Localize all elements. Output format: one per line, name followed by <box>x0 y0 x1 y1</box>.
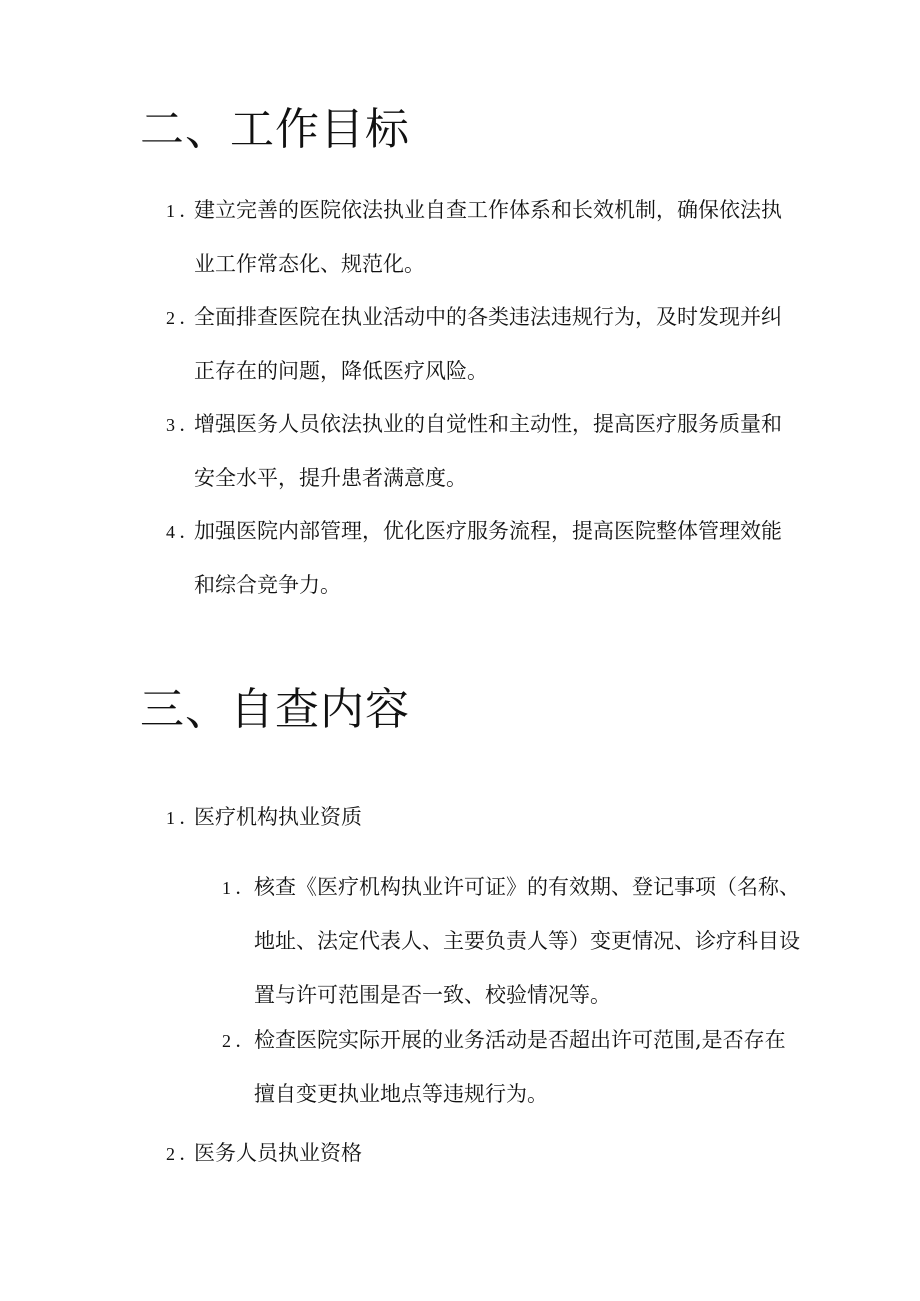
item-number: 2 . <box>166 1141 185 1165</box>
item-text: 医疗机构执业资质 <box>194 805 362 829</box>
item-text: 全面排查医院在执业活动中的各类违法违规行为，及时发现并纠正存在的问题，降低医疗风险。 <box>194 305 782 383</box>
goal-item <box>166 290 790 398</box>
item-text: 建立完善的医院依法执业自查工作体系和长效机制，确保依法执业工作常态化、规范化。 <box>194 198 782 276</box>
subitem-number: 1 . <box>222 875 241 899</box>
item-number: 2 . <box>166 305 185 329</box>
item-number: 4 . <box>166 519 185 543</box>
item-text: 加强医院内部管理，优化医疗服务流程，提高医院整体管理效能和综合竞争力。 <box>194 519 782 597</box>
item-number: 1 . <box>166 805 185 829</box>
section-heading-goals: 二、工作目标 <box>140 104 410 155</box>
subitem-text: 检查医院实际开展的业务活动是否超出许可范围,是否存在擅自变更执业地点等违规行为。 <box>254 1028 786 1106</box>
subitem-text: 核查《医疗机构执业许可证》的有效期、登记事项（名称、地址、法定代表人、主要负责人等）变更情况、诊疗科目设置与许可范围是否一致、校验情况等。 <box>254 875 800 1007</box>
section-heading-contents: 三、自查内容 <box>140 684 410 735</box>
content-subitem <box>222 860 800 1022</box>
item-text: 增强医务人员依法执业的自觉性和主动性，提高医疗服务质量和安全水平，提升患者满意度。 <box>194 412 782 490</box>
goal-item <box>166 183 790 291</box>
item-number: 1 . <box>166 198 185 222</box>
item-number: 3 . <box>166 412 185 436</box>
goal-item <box>166 504 790 612</box>
content-item <box>166 790 790 845</box>
content-subitem <box>222 1013 800 1121</box>
goal-item <box>166 397 790 505</box>
subitem-number: 2 . <box>222 1028 241 1052</box>
content-item <box>166 1126 790 1181</box>
item-text: 医务人员执业资格 <box>194 1141 362 1165</box>
